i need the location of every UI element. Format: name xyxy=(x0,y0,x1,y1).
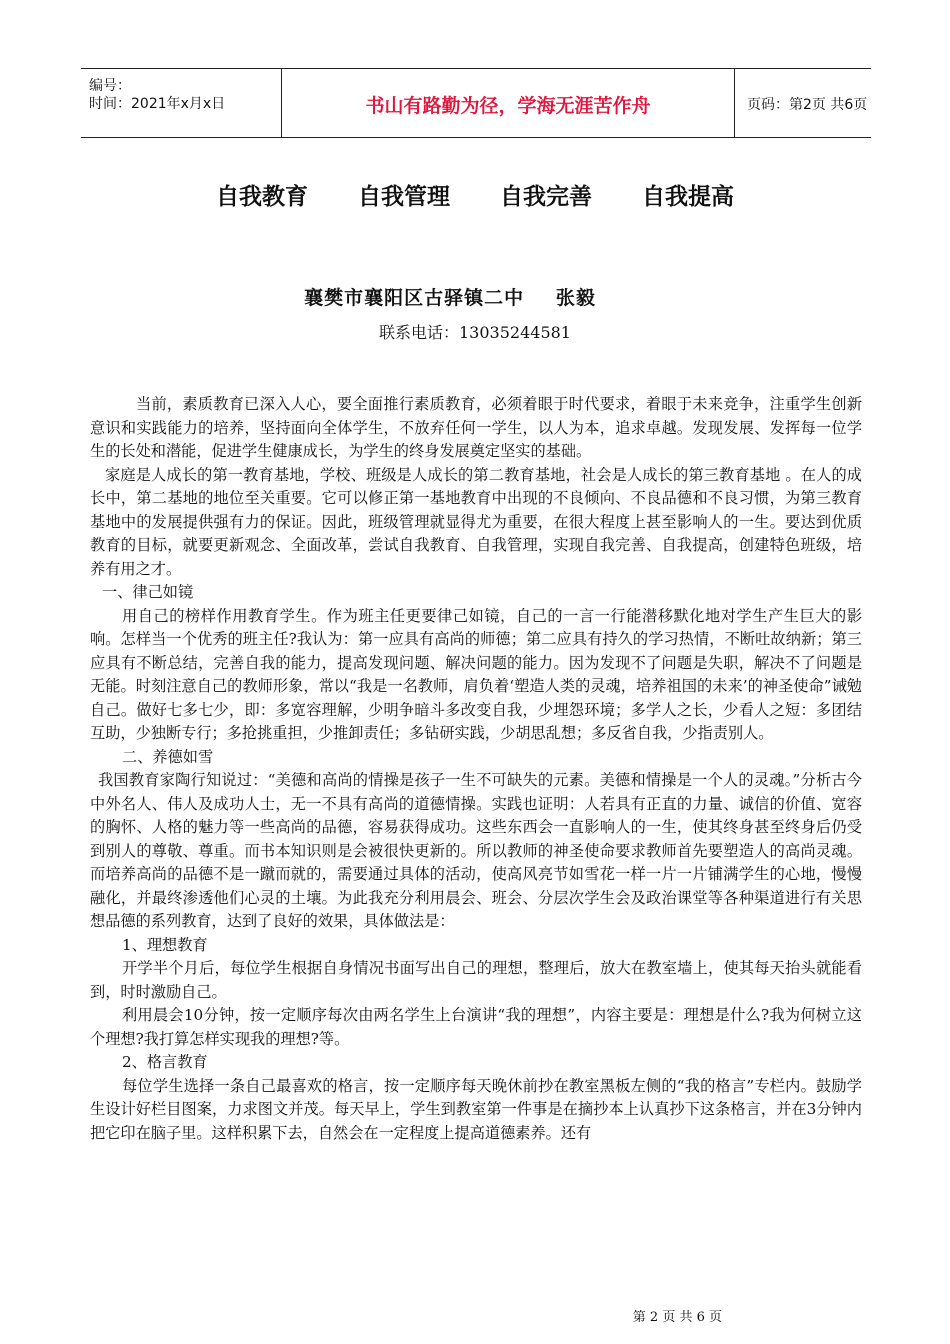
header-left-cell xyxy=(81,69,281,137)
document-title xyxy=(0,178,950,211)
header-right-cell xyxy=(733,69,871,137)
subsection-heading: 2、格言教育 xyxy=(122,1053,208,1071)
document-time-label: 时间：2021年x月x日 xyxy=(89,96,226,112)
header-center-cell xyxy=(281,69,735,137)
page-footer: 第 2 页 共 6 页 xyxy=(632,1310,722,1325)
paragraph: 用自己的榜样作用教育学生。作为班主任更要律己如镜，自己的一言一行能潜移默化地对学生产生巨大的影响。怎样当一个优秀的班主任?我认为：第一应具有高尚的师德；第二应具有持久的学习热情，不断吐故纳新；第三应具有不断总结，完善自我的能力，提高发现问题、解决问题的能力。因为发现不了问题是失职，解决不了问题是无能。时刻注意自己的教师形象，常以“我是一名教师，肩负着‘塑造人类的灵魂，培养祖国的未来’的神圣使命”诫勉自己。做好七多七少，即：多宽容理解，少明争暗斗多改变自我，少埋怨环境；多学人之长，少看人之短：多团结互助，少独断专行；多抢挑重担，少推卸责任；多钻研实践，少胡思乱想；多反省自我，少指责别人。 xyxy=(90,606,862,742)
title-part: 自我完善 xyxy=(500,184,592,210)
paragraph: 家庭是人成长的第一教育基地，学校、班级是人成长的第二教育基地，社会是人成长的第三教育基地 。在人的成长中，第二基地的地位至关重要。它可以修正第一基地教育中出现的不良倾向、不良品德和不良习惯，为第三教育基地中的发展提供强有力的保证。因此，班级管理就显得尤为重要，在很大程度上甚至影响人的一生。要达到优质教育的目标，就要更新观念、全面改革，尝试自我教育、自我管理，实现自我完善、自我提高，创建特色班级，培养有用之才。 xyxy=(90,465,862,578)
title-part: 自我提高 xyxy=(642,184,735,210)
document-number-label: 编号： xyxy=(89,78,131,94)
header-motto: 书山有路勤为径，学海无涯苦作舟 xyxy=(365,95,651,117)
title-part: 自我教育 xyxy=(215,184,308,210)
header-page-info: 页码：第2页 共6页 xyxy=(747,97,868,113)
paragraph: 每位学生选择一条自己最喜欢的格言，按一定顺序每天晚休前抄在教室黑板左侧的“我的格言”专栏内。鼓励学生设计好栏目图案，力求图文并茂。每天早上，学生到教室第一件事是在摘抄本上认真抄下这条格言，并在3分钟内把它印在脑子里。这样积累下去，自然会在一定程度上提高道德素养。还有 xyxy=(90,1076,862,1142)
paragraph: 我国教育家陶行知说过：“美德和高尚的情操是孩子一生不可缺失的元素。美德和情操是一个人的灵魂。”分析古今中外名人、伟人及成功人士，无一不具有高尚的道德情操。实践也证明：人若具有正直的力量、诚信的价值、宽容的胸怀、人格的魅力等一些高尚的品德，容易获得成功。这些东西会一直影响人的一生，使其终身甚至终身后仍受到别人的尊敬、尊重。而书本知识则是会被很快更新的。所以教师的神圣使命要求教师首先要塑造人的高尚灵魂。而培养高尚的品德不是一蹴而就的，需要通过具体的活动，使高风亮节如雪花一样一片一片铺满学生的心地，慢慢融化，并最终渗透他们心灵的土壤。为此我充分利用晨会、班会、分层次学生会及政治课堂等各种渠道进行有关思想品德的系列教育，达到了良好的效果，具体做法是： xyxy=(90,771,862,930)
section-heading: 一、律己如镜 xyxy=(102,583,194,601)
article-body xyxy=(90,393,862,1145)
header-table xyxy=(81,68,871,138)
author-school: 襄樊市襄阳区古驿镇二中 xyxy=(304,287,525,309)
paragraph: 利用晨会10分钟，按一定顺序每次由两名学生上台演讲“我的理想”，内容主要是：理想是什么?我为何树立这个理想?我打算怎样实现我的理想?等。 xyxy=(90,1006,862,1048)
author-line xyxy=(0,283,900,310)
author-phone: 联系电话：13035244581 xyxy=(379,323,571,342)
subsection-heading: 1、理想教育 xyxy=(122,935,208,954)
author-name: 张毅 xyxy=(555,287,596,309)
section-heading: 二、养德如雪 xyxy=(122,747,214,766)
title-part: 自我管理 xyxy=(357,184,450,210)
paragraph: 当前，素质教育已深入人心，要全面推行素质教育，必须着眼于时代要求，着眼于未来竞争，注重学生创新意识和实践能力的培养，坚持面向全体学生，不放弃任何一学生，以人为本，追求卓越。发现发展、发挥每一位学生的长处和潜能，促进学生健康成长，为学生的终身发展奠定坚实的基础。 xyxy=(90,395,862,460)
paragraph: 开学半个月后，每位学生根据自身情况书面写出自己的理想，整理后，放大在教室墙上，使其每天抬头就能看到，时时激励自己。 xyxy=(90,959,862,1001)
